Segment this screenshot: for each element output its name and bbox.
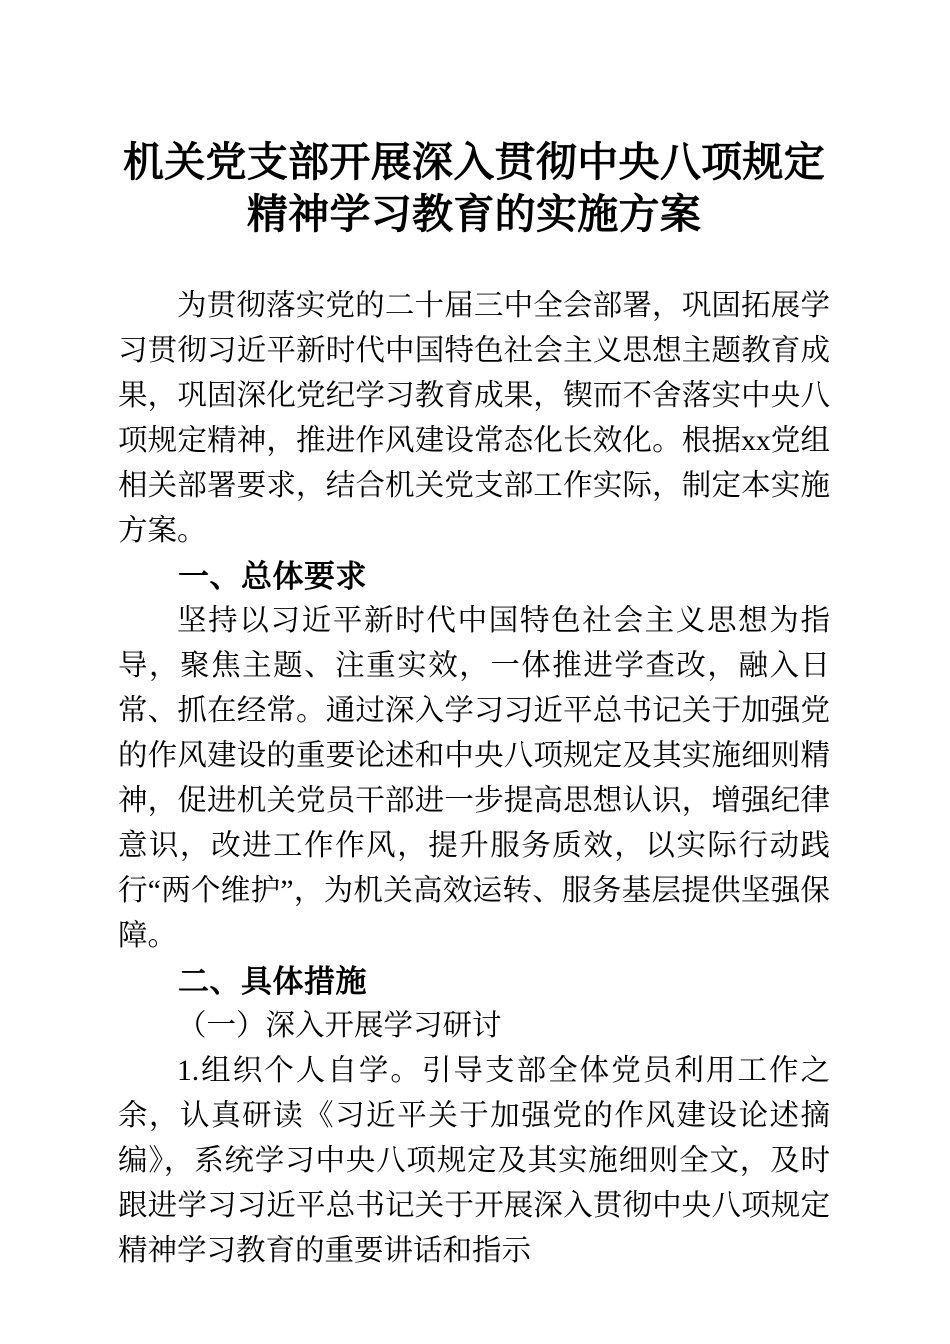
section-2-subheading-1: （一）深入开展学习研讨	[177, 1010, 502, 1042]
section-heading-2: 二、具体措施	[178, 964, 367, 999]
page-title-line-2: 习教育的实施方案	[370, 190, 702, 238]
section-1-body: 坚持以习近平新时代中国特色社会主义思想为指导，聚焦主题、注重实效，一体推进学查改，融入日常、抓在经常。通过深入学习习近平总书记关于加强党的作风建设的重要论述和中央八项规定及其实施细则精神，促进机关党员干部进一步提高思想认识，增强纪律意识，改进工作作风，提升服务质效，以实际行动践行“两个维护”，为机关高效运转、服务基层提供坚强保障。	[118, 605, 830, 952]
page-title	[118, 0, 830, 240]
section-heading-1: 一、总体要求	[178, 559, 367, 594]
section-2-item-1: 1.组织个人自学。引导支部全体党员利用工作之余，认真研读《习近平关于加强党的作风建设论述摘编》，系统学习中央八项规定及其实施细则全文，及时跟进学习习近平总书记关于开展深入贯彻中央八项规定精神学习教育的重要讲话和指示	[118, 1055, 830, 1267]
preamble-paragraph: 为贯彻落实党的二十届三中全会部署，巩固拓展学习贯彻习近平新时代中国特色社会主义思想主题教育成果，巩固深化党纪学习教育成果，锲而不舍落实中央八项规定精神，推进作风建设常态化长效化。根据xx党组相关部署要求，结合机关党支部工作实际，制定本实施方案。	[118, 290, 830, 547]
page-title-line-1: 机关党支部开展深入贯彻中央八项规定精神学	[122, 138, 826, 238]
document-body	[118, 0, 830, 1274]
